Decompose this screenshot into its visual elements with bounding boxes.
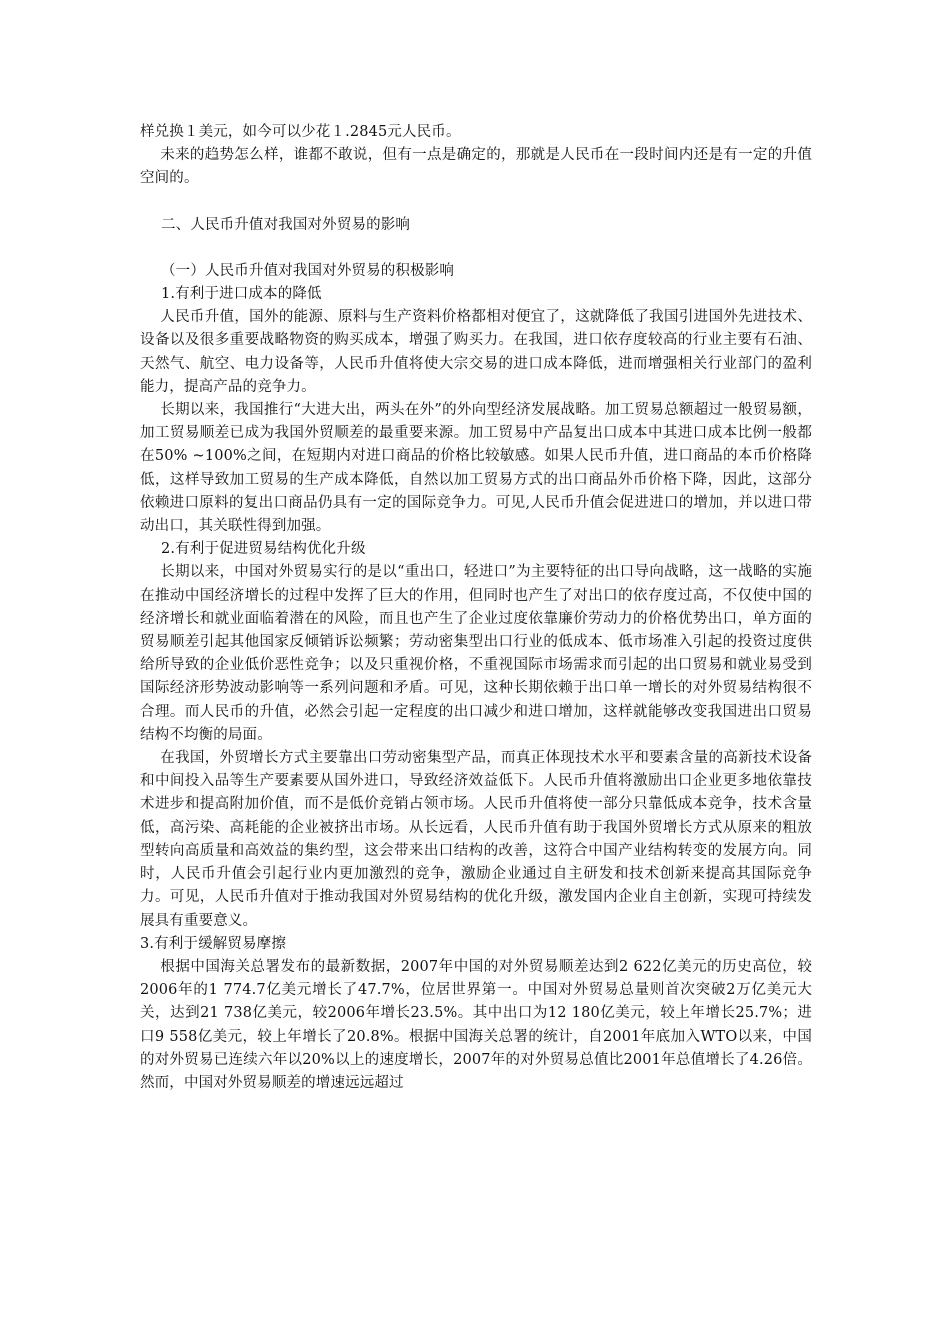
paragraph-growth-mode: 在我国，外贸增长方式主要靠出口劳动密集型产品，而真正体现技术水平和要素含量的高新技术设备和中间投入品等生产要素要从国外进口，导致经济效益低下。人民币升值将激励出口企业更多地依靠技术进步和提高附加价值，而不是低价竞销占领市场。人民币升值将使一部分只靠低成本竞争，技术含量低，高污染、高耗能的企业被挤出市场。从长远看，人民币升值有助于我国外贸增长方式从原来的粗放型转向高质量和高效益的集约型，这会带来出口结构的改善，这符合中国产业结构转变的发展方向。同时，人民币升值会引起行业内更加激烈的竞争，激励企业通过自主研发和技术创新来提高其国际竞争力。可见，人民币升值对于推动我国对外贸易结构的优化升级，激发国内企业自主创新，实现可持续发展具有重要意义。 (140, 750, 812, 929)
point-heading-2: 2.有利于促进贸易结构优化升级 (161, 541, 366, 558)
point-heading-1: 1.有利于进口成本的降低 (161, 286, 322, 303)
paragraph-continuation: 样兑换１美元，如今可以少花１.2845元人民币。 (140, 124, 461, 140)
subsection-heading: （一）人民币升值对我国对外贸易的积极影响 (161, 262, 455, 279)
paragraph-import-cost: 人民币升值，国外的能源、原料与生产资料价格都相对便宜了，这就降低了我国引进国外先进技术、设备以及很多重要战略物资的购买成本，增强了购买力。在我国，进口依存度较高的行业主要有石油、天然气、航空、电力设备等，人民币升值将使大宗交易的进口成本降低，进而增强相关行业部门的盈利能力，提高产品的竞争力。 (140, 309, 812, 395)
paragraph-export-strategy: 长期以来，中国对外贸易实行的是以“重出口，轻进口”为主要特征的出口导向战略，这一战略的实施在推动中国经济增长的过程中发挥了巨大的作用，但同时也产生了对出口的依存度过高，不仅使中国的经济增长和就业面临着潜在的风险，而且也产生了企业过度依靠廉价劳动力的价格优势出口，单方面的贸易顺差引起其他国家反倾销诉讼频繁；劳动密集型出口行业的低成本、低市场准入引起的投资过度供给所导致的企业低价恶性竞争；以及只重视价格，不重视国际市场需求而引起的出口贸易和就业易受到国际经济形势波动影响等一系列问题和矛盾。可见，这种长期依赖于出口单一增长的对外贸易结构很不合理。而人民币的升值，必然会引起一定程度的出口减少和进口增加，这样就能够改变我国进出口贸易结构不均衡的局面。 (140, 564, 812, 743)
document-body (140, 121, 812, 1095)
paragraph-outlook: 未来的趋势怎么样，谁都不敢说，但有一点是确定的，那就是人民币在一段时间内还是有一定的升值空间的。 (140, 147, 812, 187)
paragraph-processing-trade: 长期以来，我国推行“大进大出，两头在外”的外向型经济发展战略。加工贸易总额超过一般贸易额，加工贸易顺差已成为我国外贸顺差的最重要来源。加工贸易中产品复出口成本中其进口成本比例一般都在50% ~100%之间，在短期内对进口商品的价格比较敏感。如果人民币升值，进口商品的本币价格降低，这样导致加工贸易的生产成本降低，自然以加工贸易方式的出口商品外币价格下降，因此，这部分依赖进口原料的复出口商品仍具有一定的国际竞争力。可见,人民币升值会促进进口的增加，并以进口带动出口，其关联性得到加强。 (140, 402, 812, 535)
point-heading-3: 3.有利于缓解贸易摩擦 (140, 935, 286, 952)
paragraph-trade-data: 根据中国海关总署发布的最新数据，2007年中国的对外贸易顺差达到2 622亿美元的历史高位，较2006年的1 774.7亿美元增长了47.7%，位居世界第一。中国对外贸易总量则首次突破2万亿美元大关，达到21 738亿美元，较2006年增长23.5%。其中出口为12 180亿美元，较上年增长25.7%；进口9 558亿美元，较上年增长了20.8%。根据中国海关总署的统计，自2001年底加入WTO以来，中国的对外贸易已连续六年以20%以上的速度增长，2007年的对外贸易总值比2001年总值增长了4.26倍。然而，中国对外贸易顺差的增速远远超过 (140, 958, 812, 1091)
section-heading: 二、人民币升值对我国对外贸易的影响 (161, 216, 411, 233)
